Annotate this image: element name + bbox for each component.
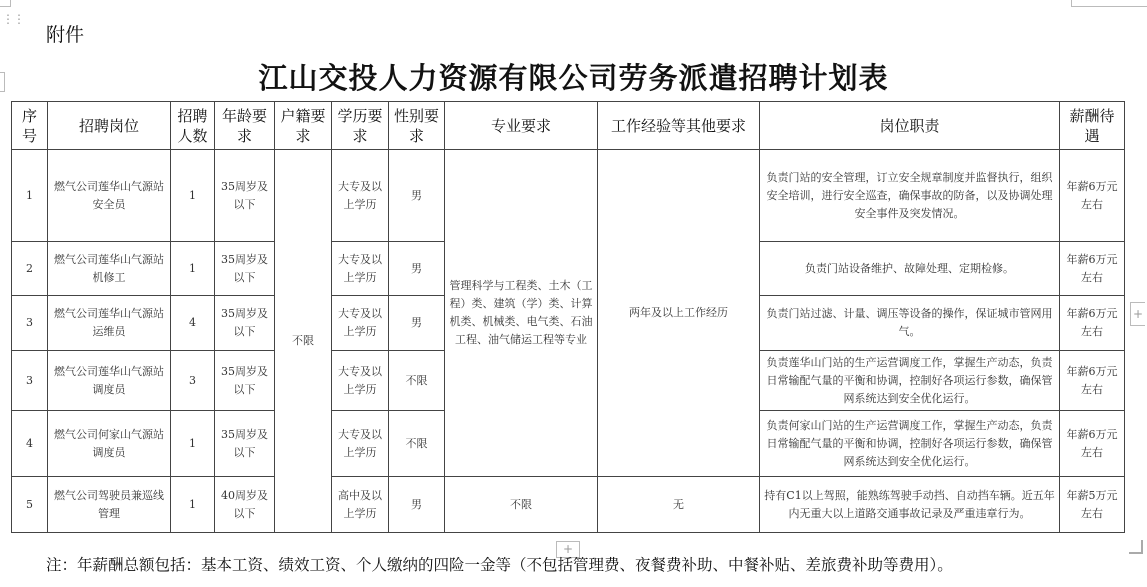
cell-duty: 负责门站过滤、计量、调压等设备的操作，保证城市管网用气。 <box>760 296 1060 351</box>
cell-position: 燃气公司驾驶员兼巡线管理 <box>48 477 171 533</box>
cell-age: 35周岁及以下 <box>215 150 275 242</box>
cell-gender: 不限 <box>389 411 445 477</box>
cell-duty: 持有C1以上驾照，能熟练驾驶手动挡、自动挡车辆。近五年内无重大以上道路交通事故记录及严重违章行为。 <box>760 477 1060 533</box>
cell-major-merged: 管理科学与工程类、土木（工程）类、建筑（学）类、计算机类、机械类、电气类、石油工程、油气储运工程等专业 <box>445 150 598 477</box>
cell-count: 1 <box>171 150 215 242</box>
cell-no: 1 <box>12 150 48 242</box>
cell-gender: 男 <box>389 150 445 242</box>
add-row-icon[interactable]: + <box>556 541 580 558</box>
cell-gender: 不限 <box>389 351 445 411</box>
cell-salary: 年薪6万元左右 <box>1060 351 1125 411</box>
attachment-label: 附件 <box>46 24 85 46</box>
cell-age: 35周岁及以下 <box>215 411 275 477</box>
header-no: 序号 <box>12 102 48 150</box>
cell-count: 1 <box>171 242 215 296</box>
cell-count: 1 <box>171 411 215 477</box>
cell-duty: 负责何家山门站的生产运营调度工作，掌握生产动态，负责日常输配气量的平衡和协调，控制好各项运行参数，确保管网系统达到安全优化运行。 <box>760 411 1060 477</box>
cell-gender: 男 <box>389 242 445 296</box>
header-major: 专业要求 <box>445 102 598 150</box>
cell-position: 燃气公司莲华山气源站机修工 <box>48 242 171 296</box>
footnote: 注：年薪酬总额包括：基本工资、绩效工资、个人缴纳的四险一金等（不包括管理费、夜餐费补助、中餐补贴、差旅费补助等费用）。 <box>46 556 953 574</box>
cell-age: 40周岁及以下 <box>215 477 275 533</box>
header-duty: 岗位职责 <box>760 102 1060 150</box>
cell-education: 大专及以上学历 <box>332 351 389 411</box>
drag-handle-icon[interactable]: ⋮⋮ <box>2 12 24 26</box>
cell-salary: 年薪5万元左右 <box>1060 477 1125 533</box>
cell-education: 高中及以上学历 <box>332 477 389 533</box>
header-education: 学历要求 <box>332 102 389 150</box>
header-count: 招聘人数 <box>171 102 215 150</box>
cell-gender: 男 <box>389 477 445 533</box>
add-column-icon[interactable]: + <box>1130 302 1145 326</box>
cell-no: 3 <box>12 296 48 351</box>
cell-age: 35周岁及以下 <box>215 242 275 296</box>
cell-count: 3 <box>171 351 215 411</box>
cell-count: 1 <box>171 477 215 533</box>
header-salary: 薪酬待遇 <box>1060 102 1125 150</box>
table-header-row <box>12 102 1125 150</box>
cell-experience-merged: 两年及以上工作经历 <box>598 150 760 477</box>
cell-duty: 负责莲华山门站的生产运营调度工作，掌握生产动态，负责日常输配气量的平衡和协调，控制好各项运行参数，确保管网系统达到安全优化运行。 <box>760 351 1060 411</box>
cell-position: 燃气公司莲华山气源站安全员 <box>48 150 171 242</box>
cell-gender: 男 <box>389 296 445 351</box>
page-title: 江山交投人力资源有限公司劳务派遣招聘计划表 <box>258 61 889 95</box>
table-row <box>12 150 1125 242</box>
cell-age: 35周岁及以下 <box>215 296 275 351</box>
header-hukou: 户籍要求 <box>275 102 332 150</box>
resize-icon[interactable] <box>1129 540 1143 554</box>
cell-duty: 负责门站设备维护、故障处理、定期检修。 <box>760 242 1060 296</box>
cell-major: 不限 <box>445 477 598 533</box>
cell-position: 燃气公司何家山气源站调度员 <box>48 411 171 477</box>
header-age: 年龄要求 <box>215 102 275 150</box>
cell-no: 3 <box>12 351 48 411</box>
page-corner-top-right <box>1071 0 1147 7</box>
cell-position: 燃气公司莲华山气源站运维员 <box>48 296 171 351</box>
table-row <box>12 477 1125 533</box>
page-corner-top-left <box>0 0 11 7</box>
cell-no: 2 <box>12 242 48 296</box>
cell-education: 大专及以上学历 <box>332 150 389 242</box>
cell-age: 35周岁及以下 <box>215 351 275 411</box>
header-gender: 性别要求 <box>389 102 445 150</box>
cell-no: 5 <box>12 477 48 533</box>
cell-salary: 年薪6万元左右 <box>1060 411 1125 477</box>
cell-hukou-merged: 不限 <box>275 150 332 533</box>
cell-no: 4 <box>12 411 48 477</box>
recruitment-plan-table <box>11 101 1125 533</box>
cell-education: 大专及以上学历 <box>332 411 389 477</box>
cell-salary: 年薪6万元左右 <box>1060 296 1125 351</box>
header-experience: 工作经验等其他要求 <box>598 102 760 150</box>
cell-experience: 无 <box>598 477 760 533</box>
cell-duty: 负责门站的安全管理，订立安全规章制度并监督执行，组织安全培训，进行安全巡查，确保事故的防备，以及协调处理安全事件及突发情况。 <box>760 150 1060 242</box>
cell-position: 燃气公司莲华山气源站调度员 <box>48 351 171 411</box>
cell-education: 大专及以上学历 <box>332 242 389 296</box>
cell-salary: 年薪6万元左右 <box>1060 242 1125 296</box>
cell-education: 大专及以上学历 <box>332 296 389 351</box>
cell-count: 4 <box>171 296 215 351</box>
header-position: 招聘岗位 <box>48 102 171 150</box>
cell-salary: 年薪6万元左右 <box>1060 150 1125 242</box>
